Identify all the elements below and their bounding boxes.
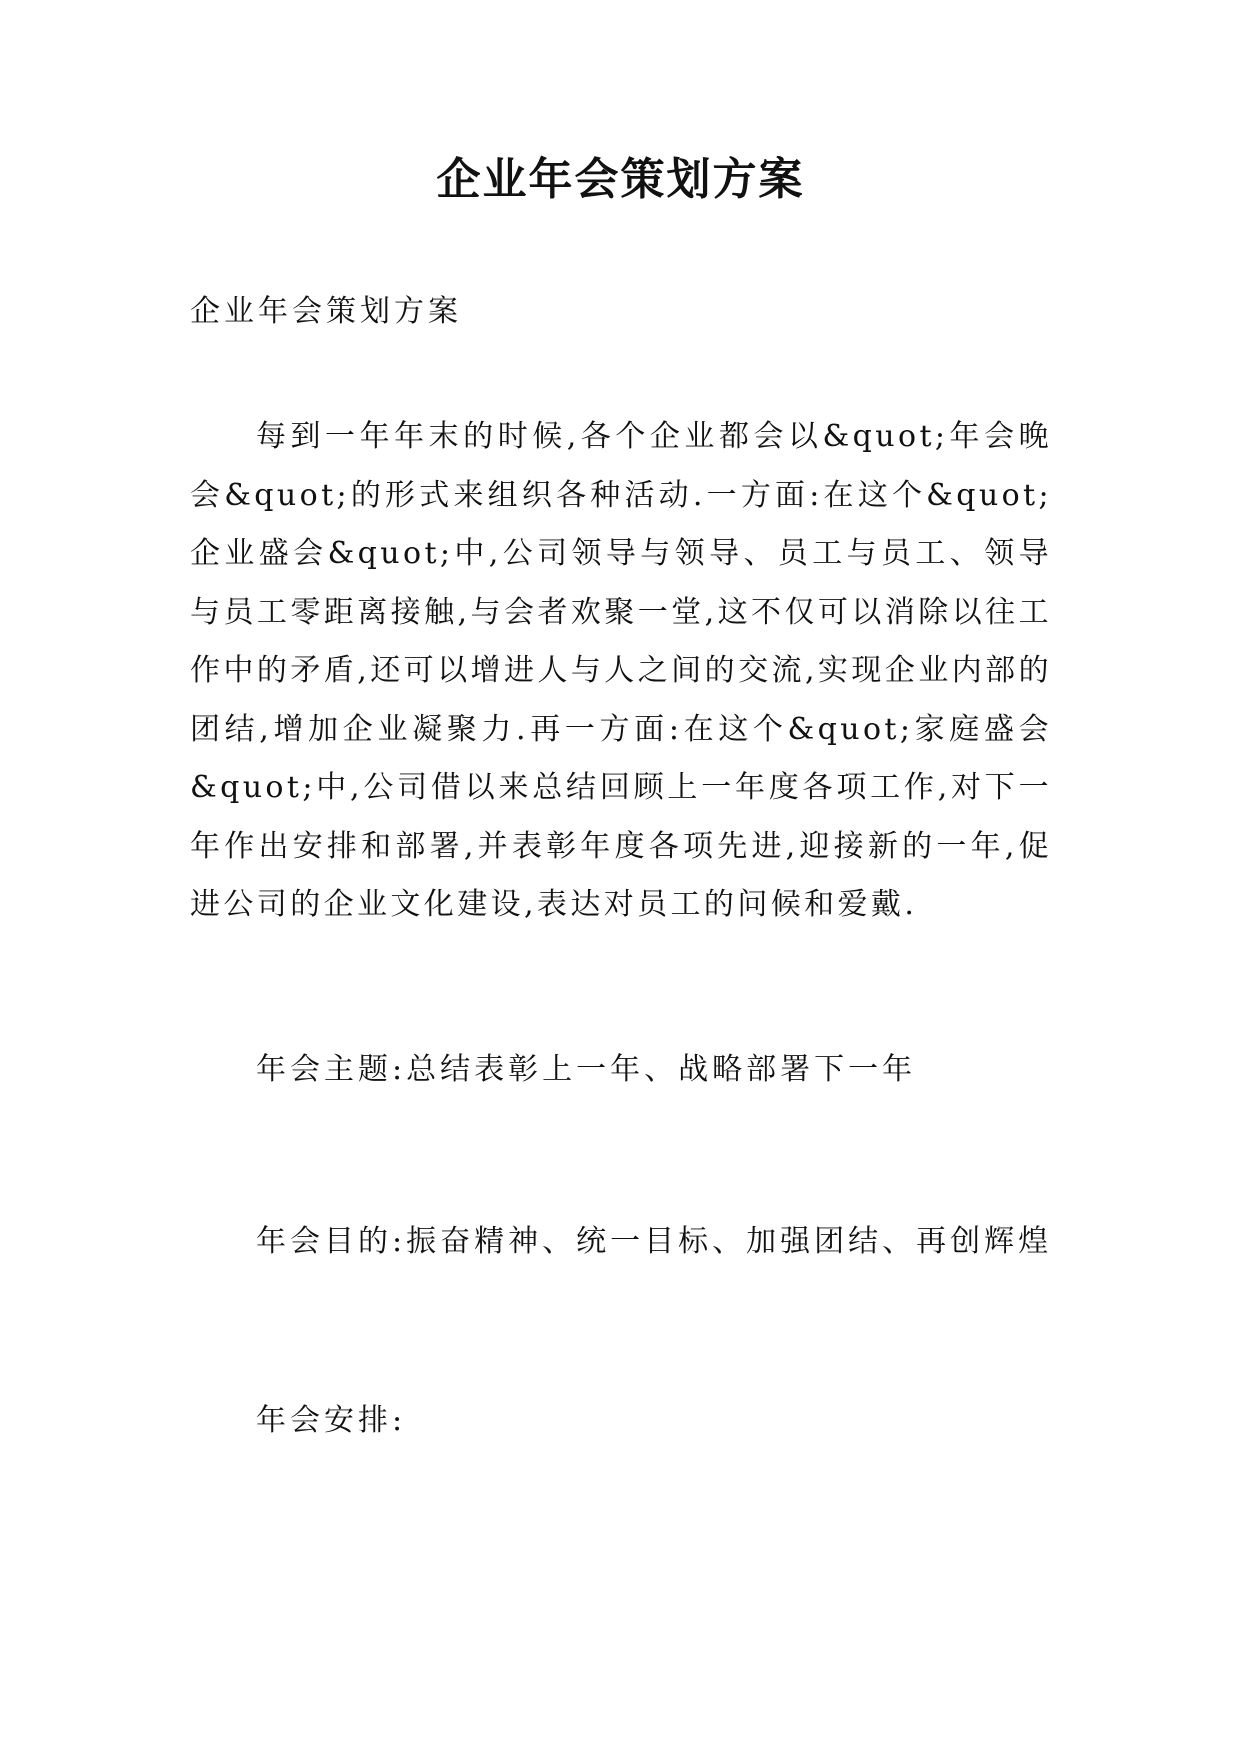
- arrangement-line: 年会安排:: [256, 1403, 407, 1438]
- theme-line: 年会主题:总结表彰上一年、战略部署下一年: [256, 1052, 917, 1087]
- goal-line: 年会目的:振奋精神、统一目标、加强团结、再创辉煌: [256, 1224, 1053, 1259]
- document-subtitle: 企业年会策划方案: [190, 294, 462, 329]
- intro-paragraph: 每到一年年末的时候,各个企业都会以&quot;年会晚会&quot;的形式来组织各种活动.一方面:在这个&quot;企业盛会&quot;中,公司领导与领导、员工与员工、领导与员工零距离接触,与会者欢聚一堂,这不仅可以消除以往工作中的矛盾,还可以增进人与人之间的交流,实现企业内部的团结,增加企业凝聚力.再一方面:在这个&quot;家庭盛会&quot;中,公司借以来总结回顾上一年度各项工作,对下一年作出安排和部署,并表彰年度各项先进,迎接新的一年,促进公司的企业文化建设,表达对员工的问候和爱戴.: [190, 419, 1052, 922]
- document-title: 企业年会策划方案: [436, 154, 805, 205]
